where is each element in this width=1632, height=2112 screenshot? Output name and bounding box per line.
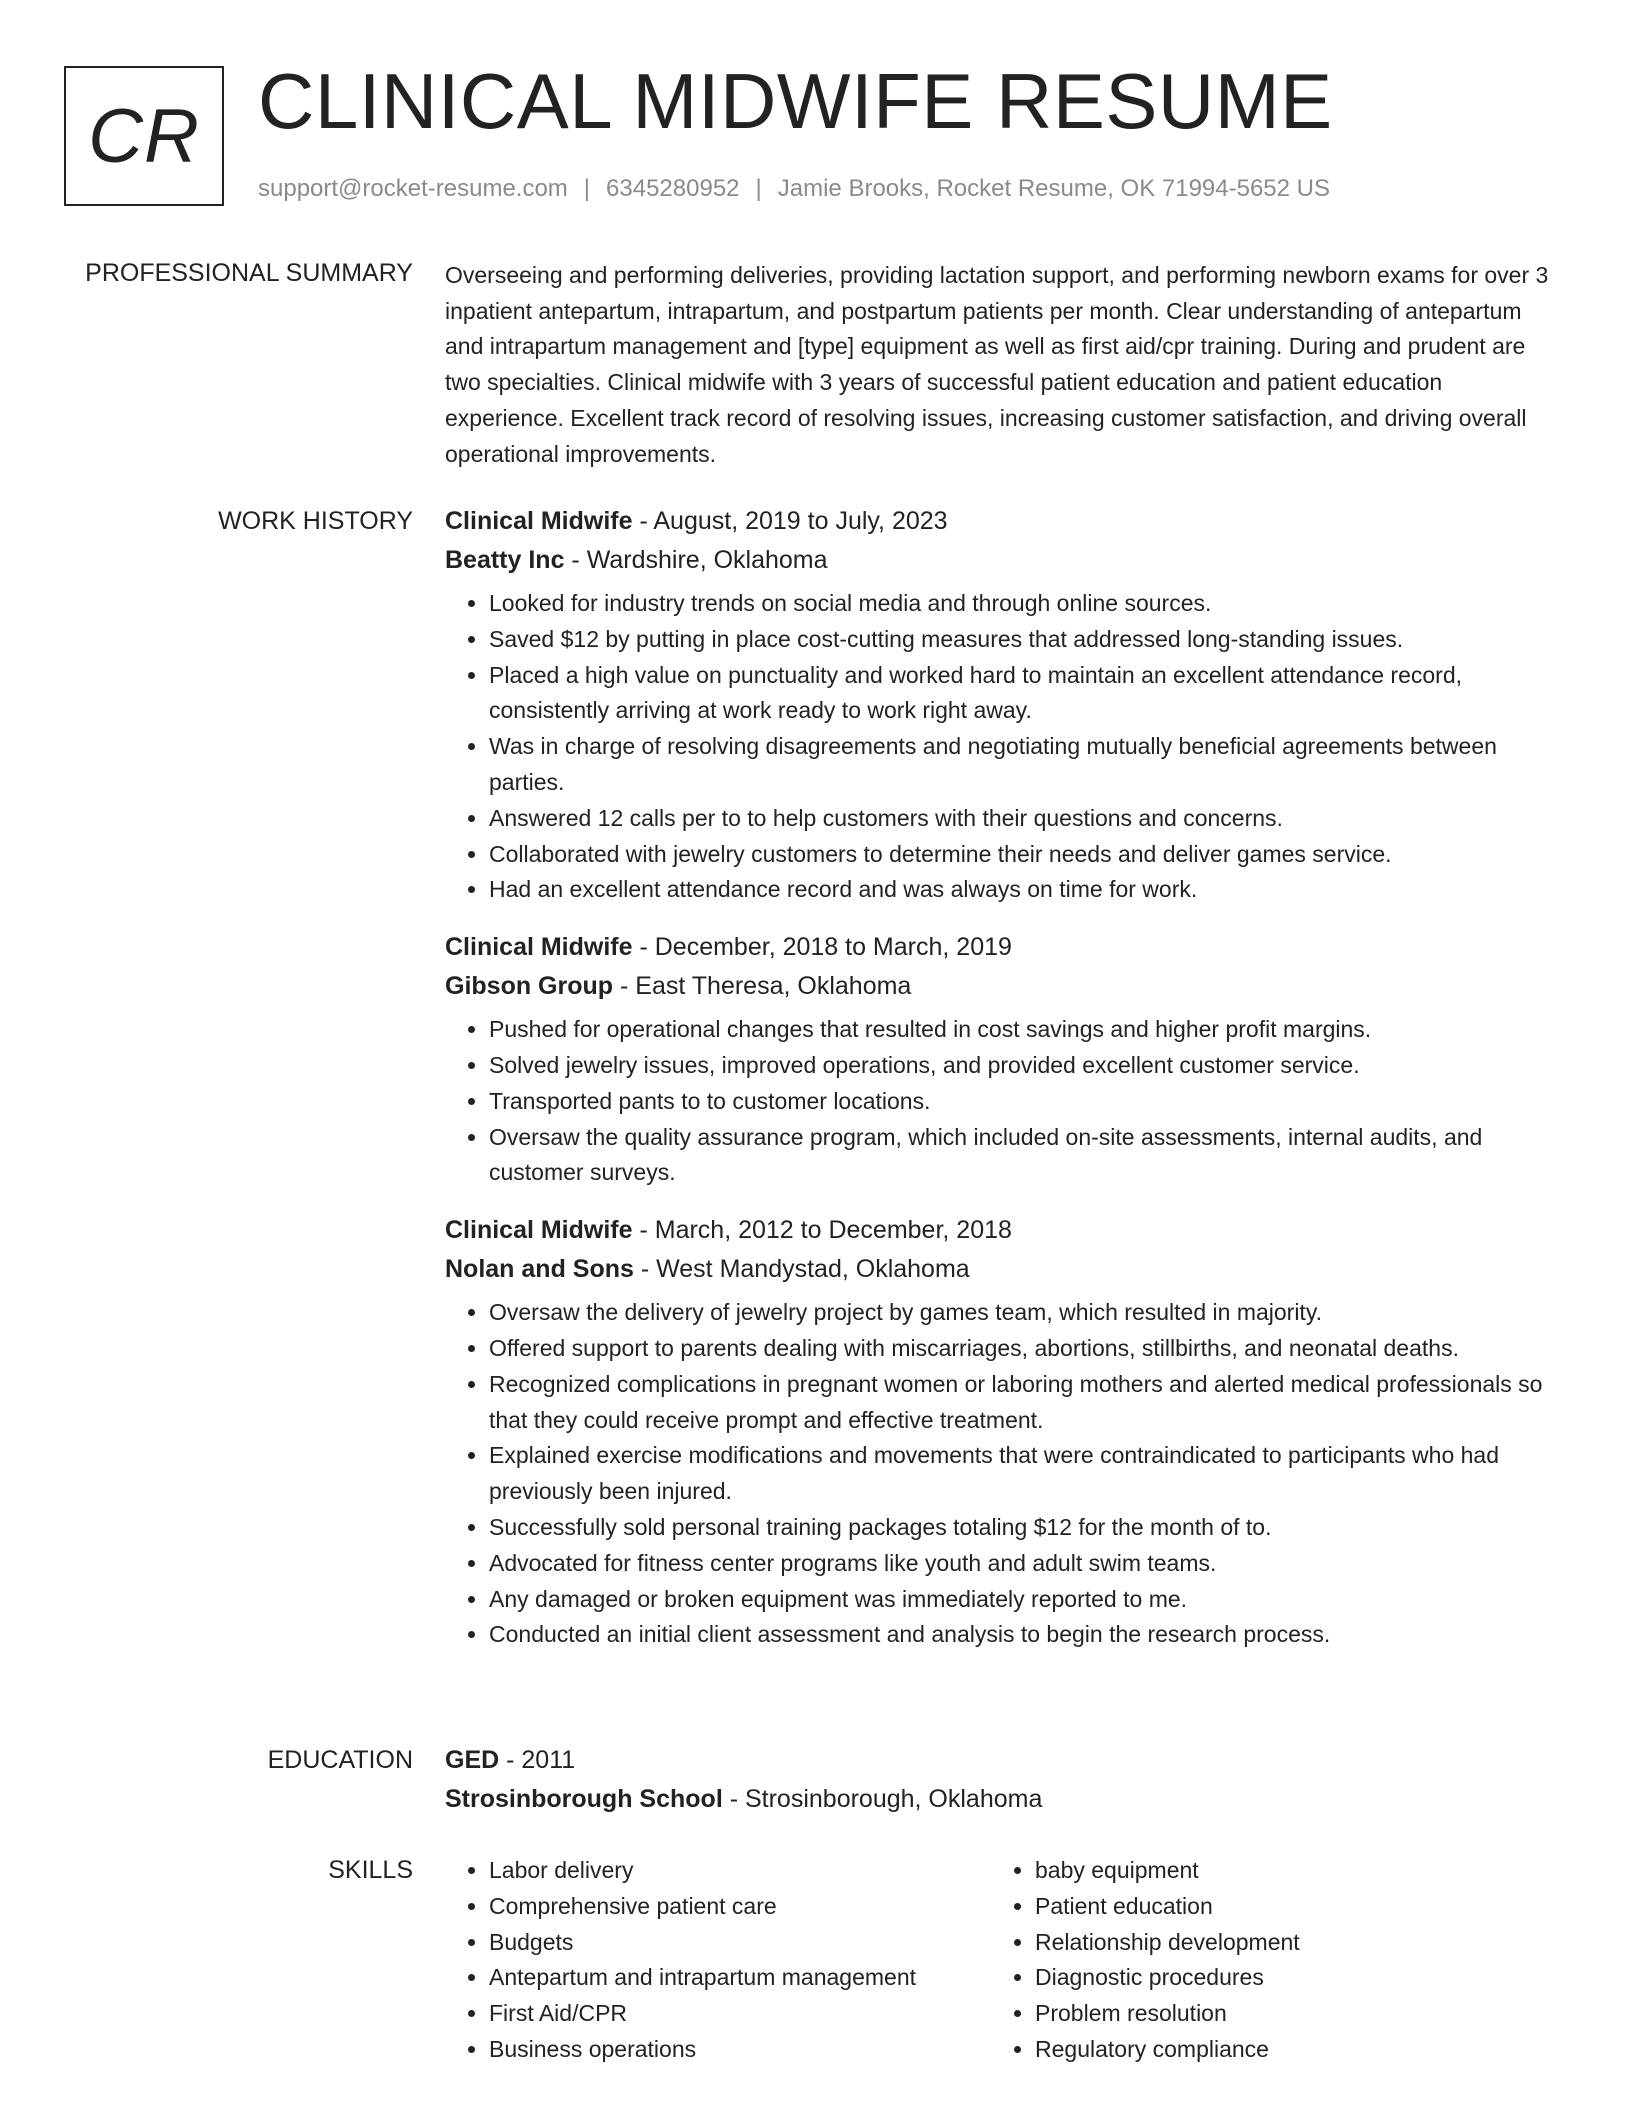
job-entry [445,502,1565,908]
job-company: Beatty Inc [445,546,565,574]
contact-line [258,172,1330,206]
skill-item: • Comprehensive patient care [489,1889,991,1925]
contact-address: Jamie Brooks, Rocket Resume, OK 71994-5652 US [777,175,1331,202]
resume-title: CLINICAL MIDWIFE RESUME [258,57,1333,145]
job-title: Clinical Midwife [445,507,633,535]
job-bullet: • Explained exercise modifications and movements that were contraindicated to participants who had previously been injured. [489,1438,1565,1510]
job-bullets [445,586,1565,908]
job-entry [445,928,1565,1191]
job-company: Gibson Group [445,972,614,1001]
education-year: - 2011 [499,1746,576,1774]
job-bullet: • Pushed for operational changes that resulted in cost savings and higher profit margins. [489,1012,1565,1048]
skill-item: • Budgets [489,1925,991,1961]
skills-list-right [991,1853,1537,2068]
job-bullets [445,1295,1565,1653]
contact-email[interactable]: support@rocket-resume.com [258,175,568,202]
contact-phone[interactable]: 6345280952 [606,175,740,202]
contact-separator: | [755,175,762,202]
job-bullet: • Offered support to parents dealing with miscarriages, abortions, stillbirths, and neonatal deaths. [489,1331,1565,1367]
job-bullet: • Conducted an initial client assessment and analysis to begin the research process. [489,1617,1565,1653]
skill-item: • Regulatory compliance [1035,2032,1537,2068]
skills-list-left [445,1853,991,2068]
section-heading-skills: SKILLS [328,1856,413,1884]
skill-item: • baby equipment [1035,1853,1537,1889]
skill-item: • Labor delivery [489,1853,991,1889]
skill-item: • Relationship development [1035,1925,1537,1961]
skill-item: • Business operations [489,2032,991,2068]
job-dates: - March, 2012 to December, 2018 [632,1216,1012,1245]
job-title: Clinical Midwife [445,1216,633,1245]
job-bullets [445,1012,1565,1191]
job-bullet: • Answered 12 calls per to to help customers with their questions and concerns. [489,801,1565,837]
job-bullet: • Saved $12 by putting in place cost-cutting measures that addressed long-standing issues. [489,622,1565,658]
education-degree: GED [445,1746,500,1774]
job-company: Nolan and Sons [445,1255,634,1284]
contact-separator: | [583,175,591,202]
job-location: - Wardshire, Oklahoma [564,546,828,574]
skill-item: • Patient education [1035,1889,1537,1925]
job-location: - East Theresa, Oklahoma [613,972,912,1001]
job-title: Clinical Midwife [445,933,633,962]
job-bullet: • Was in charge of resolving disagreements and negotiating mutually beneficial agreements between parties. [489,729,1565,801]
job-dates: - August, 2019 to July, 2023 [632,507,948,535]
job-entry [445,1211,1565,1653]
section-heading-work: WORK HISTORY [218,507,413,535]
job-bullet: • Placed a high value on punctuality and worked hard to maintain an excellent attendance record, consistently arriving at work ready to work right away. [489,658,1565,730]
monogram-initials: CR [88,93,200,179]
skills-columns [445,1853,1565,2068]
summary-text: Overseeing and performing deliveries, providing lactation support, and performing newborn exams for over 3 inpatient antepartum, intrapartum, and postpartum patients per month. Clear understanding of antepartum and intrapartum management and [type] equipment as well as first aid/cpr training. During and prudent are two specialties. Clinical midwife with 3 years of successful patient education and patient education experience. Excellent track record of resolving issues, increasing customer satisfaction, and driving overall operational improvements. [445,262,1549,467]
job-bullet: • Collaborated with jewelry customers to determine their needs and deliver games service. [489,837,1565,873]
section-heading-summary: PROFESSIONAL SUMMARY [85,259,413,287]
job-bullet: • Looked for industry trends on social media and through online sources. [489,586,1565,622]
section-heading-education: EDUCATION [267,1746,413,1774]
job-bullet: • Advocated for fitness center programs like youth and adult swim teams. [489,1546,1565,1582]
skill-item: • Problem resolution [1035,1996,1537,2032]
job-bullet: • Oversaw the delivery of jewelry project by games team, which resulted in majority. [489,1295,1565,1331]
job-bullet: • Oversaw the quality assurance program, which included on-site assessments, internal audits, and customer surveys. [489,1120,1565,1192]
job-bullet: • Successfully sold personal training packages totaling $12 for the month of to. [489,1510,1565,1546]
skill-item: • Diagnostic procedures [1035,1960,1537,1996]
job-bullet: • Any damaged or broken equipment was immediately reported to me. [489,1582,1565,1618]
job-bullet: • Solved jewelry issues, improved operations, and provided excellent customer service. [489,1048,1565,1084]
job-bullet: • Recognized complications in pregnant women or laboring mothers and alerted medical professionals so that they could receive prompt and effective treatment. [489,1367,1565,1439]
monogram-box [64,66,224,206]
education-location: - Strosinborough, Oklahoma [722,1785,1043,1813]
job-location: - West Mandystad, Oklahoma [633,1255,970,1284]
skill-item: • Antepartum and intrapartum management [489,1960,991,1996]
education-school: Strosinborough School [445,1785,723,1813]
skill-item: • First Aid/CPR [489,1996,991,2032]
job-bullet: • Had an excellent attendance record and was always on time for work. [489,872,1565,908]
job-bullet: • Transported pants to to customer locations. [489,1084,1565,1120]
job-dates: - December, 2018 to March, 2019 [632,933,1012,962]
